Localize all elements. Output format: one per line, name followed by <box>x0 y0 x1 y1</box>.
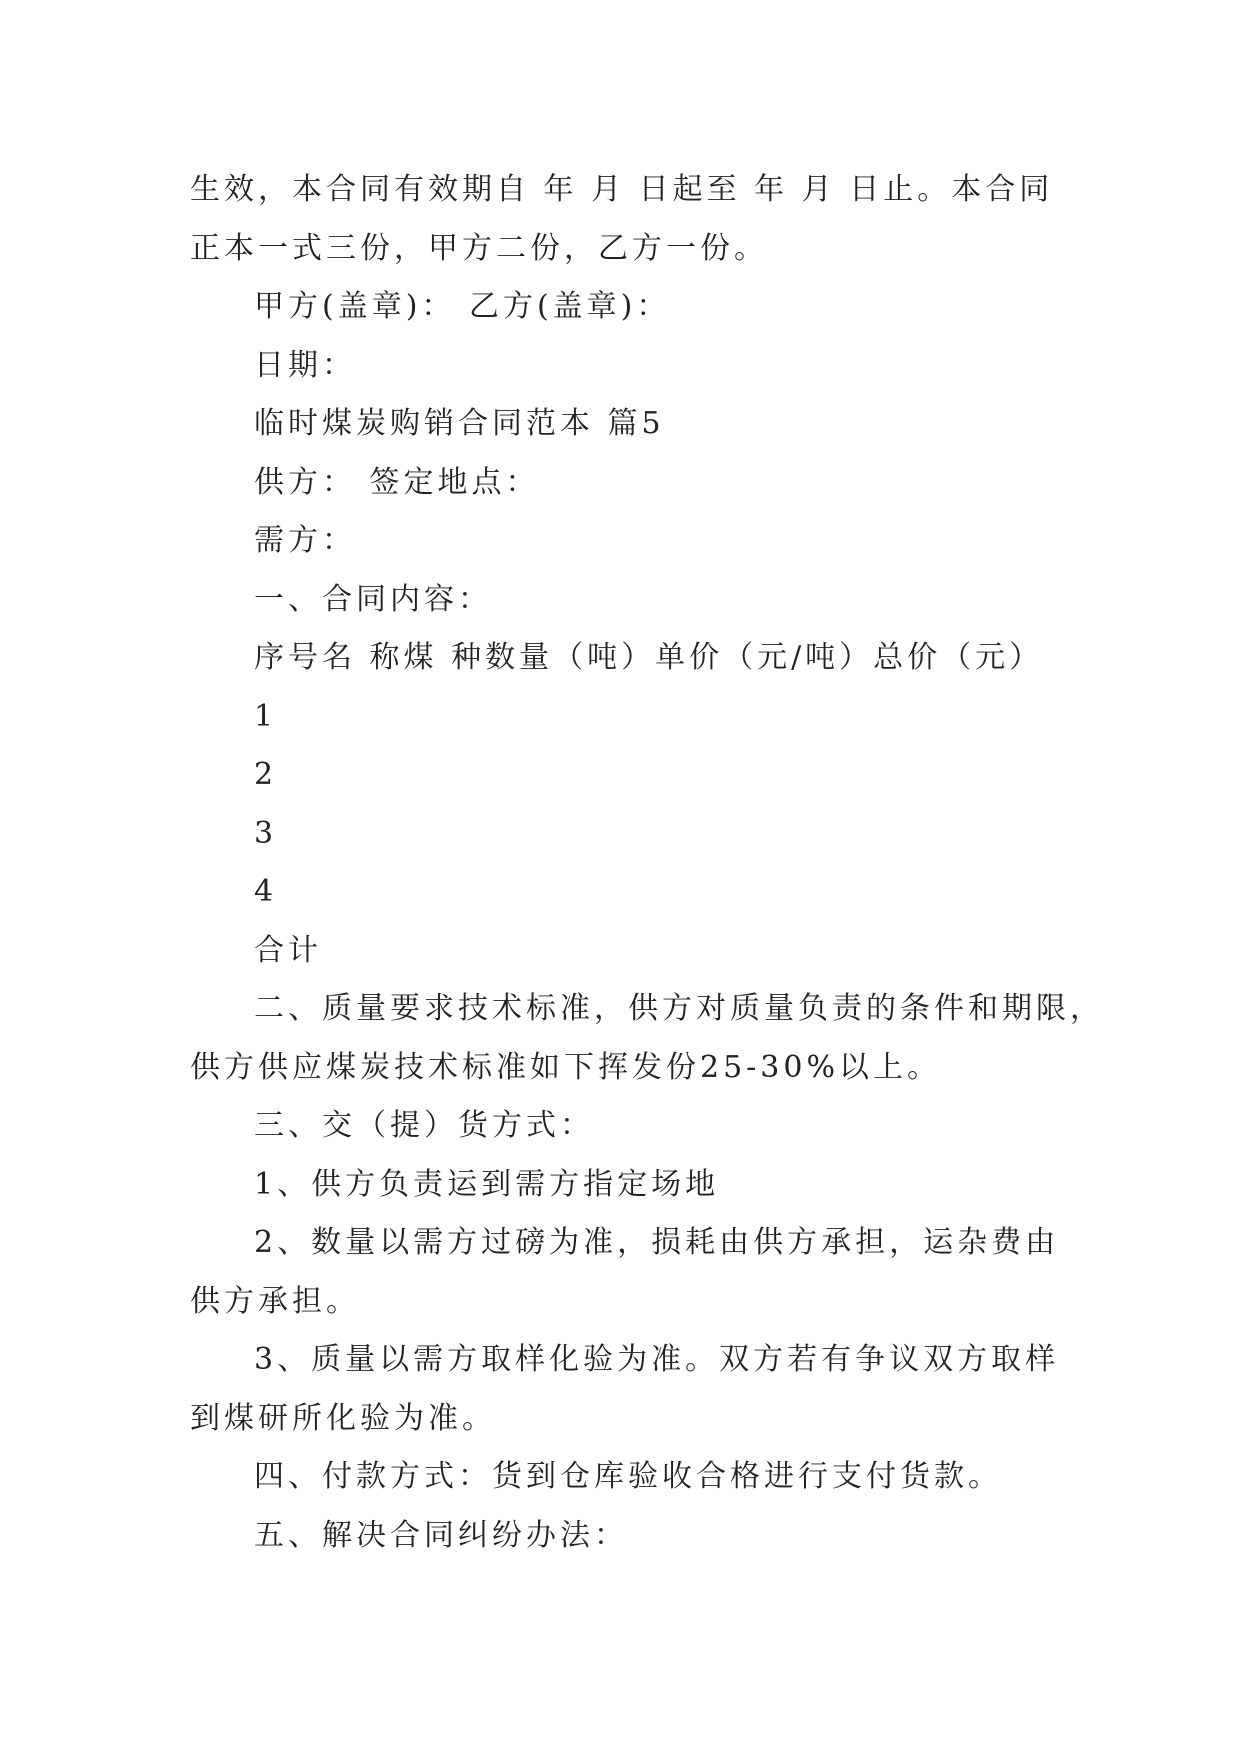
table-row-number: 4 <box>254 874 278 909</box>
table-row-number: 2 <box>254 757 278 792</box>
list-item: 2、数量以需方过磅为准，损耗由供方承担，运杂费由 <box>254 1225 1060 1260</box>
table-total-line: 合计 <box>254 932 322 968</box>
clause-heading: 五、解决合同纠纷办法： <box>254 1517 628 1553</box>
date-line: 日期： <box>254 347 356 383</box>
buyer-line: 需方： <box>254 523 356 558</box>
table-row-number: 1 <box>254 698 278 734</box>
text-line: 生效，本合同有效期自 年 月 日起至 年 月 日止。本合同 <box>190 172 1054 207</box>
table-header-line: 序号名 称煤 种数量（吨）单价（元/吨）总价（元） <box>254 640 1044 675</box>
section-title: 临时煤炭购销合同范本 篇5 <box>254 406 665 441</box>
clause-heading: 四、付款方式：货到仓库验收合格进行支付货款。 <box>254 1459 1002 1494</box>
signature-line: 甲方(盖章)： 乙方(盖章)： <box>254 289 671 324</box>
clause-heading: 二、质量要求技术标准，供方对质量负责的条件和期限， <box>254 991 1104 1026</box>
document-body <box>190 161 1104 1565</box>
clause-heading: 三、交（提）货方式： <box>254 1108 594 1143</box>
text-line: 到煤研所化验为准。 <box>190 1400 496 1436</box>
list-item: 1、供方负责运到需方指定场地 <box>254 1166 720 1202</box>
text-line: 供方供应煤炭技术标准如下挥发份25-30%以上。 <box>190 1049 941 1085</box>
list-item: 3、质量以需方取样化验为准。双方若有争议双方取样 <box>254 1342 1060 1377</box>
table-row-number: 3 <box>254 815 278 851</box>
text-line: 供方承担。 <box>190 1283 360 1319</box>
text-line: 正本一式三份，甲方二份，乙方一份。 <box>190 230 768 266</box>
supplier-line: 供方： 签定地点： <box>254 464 540 500</box>
clause-heading: 一、合同内容： <box>254 581 492 617</box>
